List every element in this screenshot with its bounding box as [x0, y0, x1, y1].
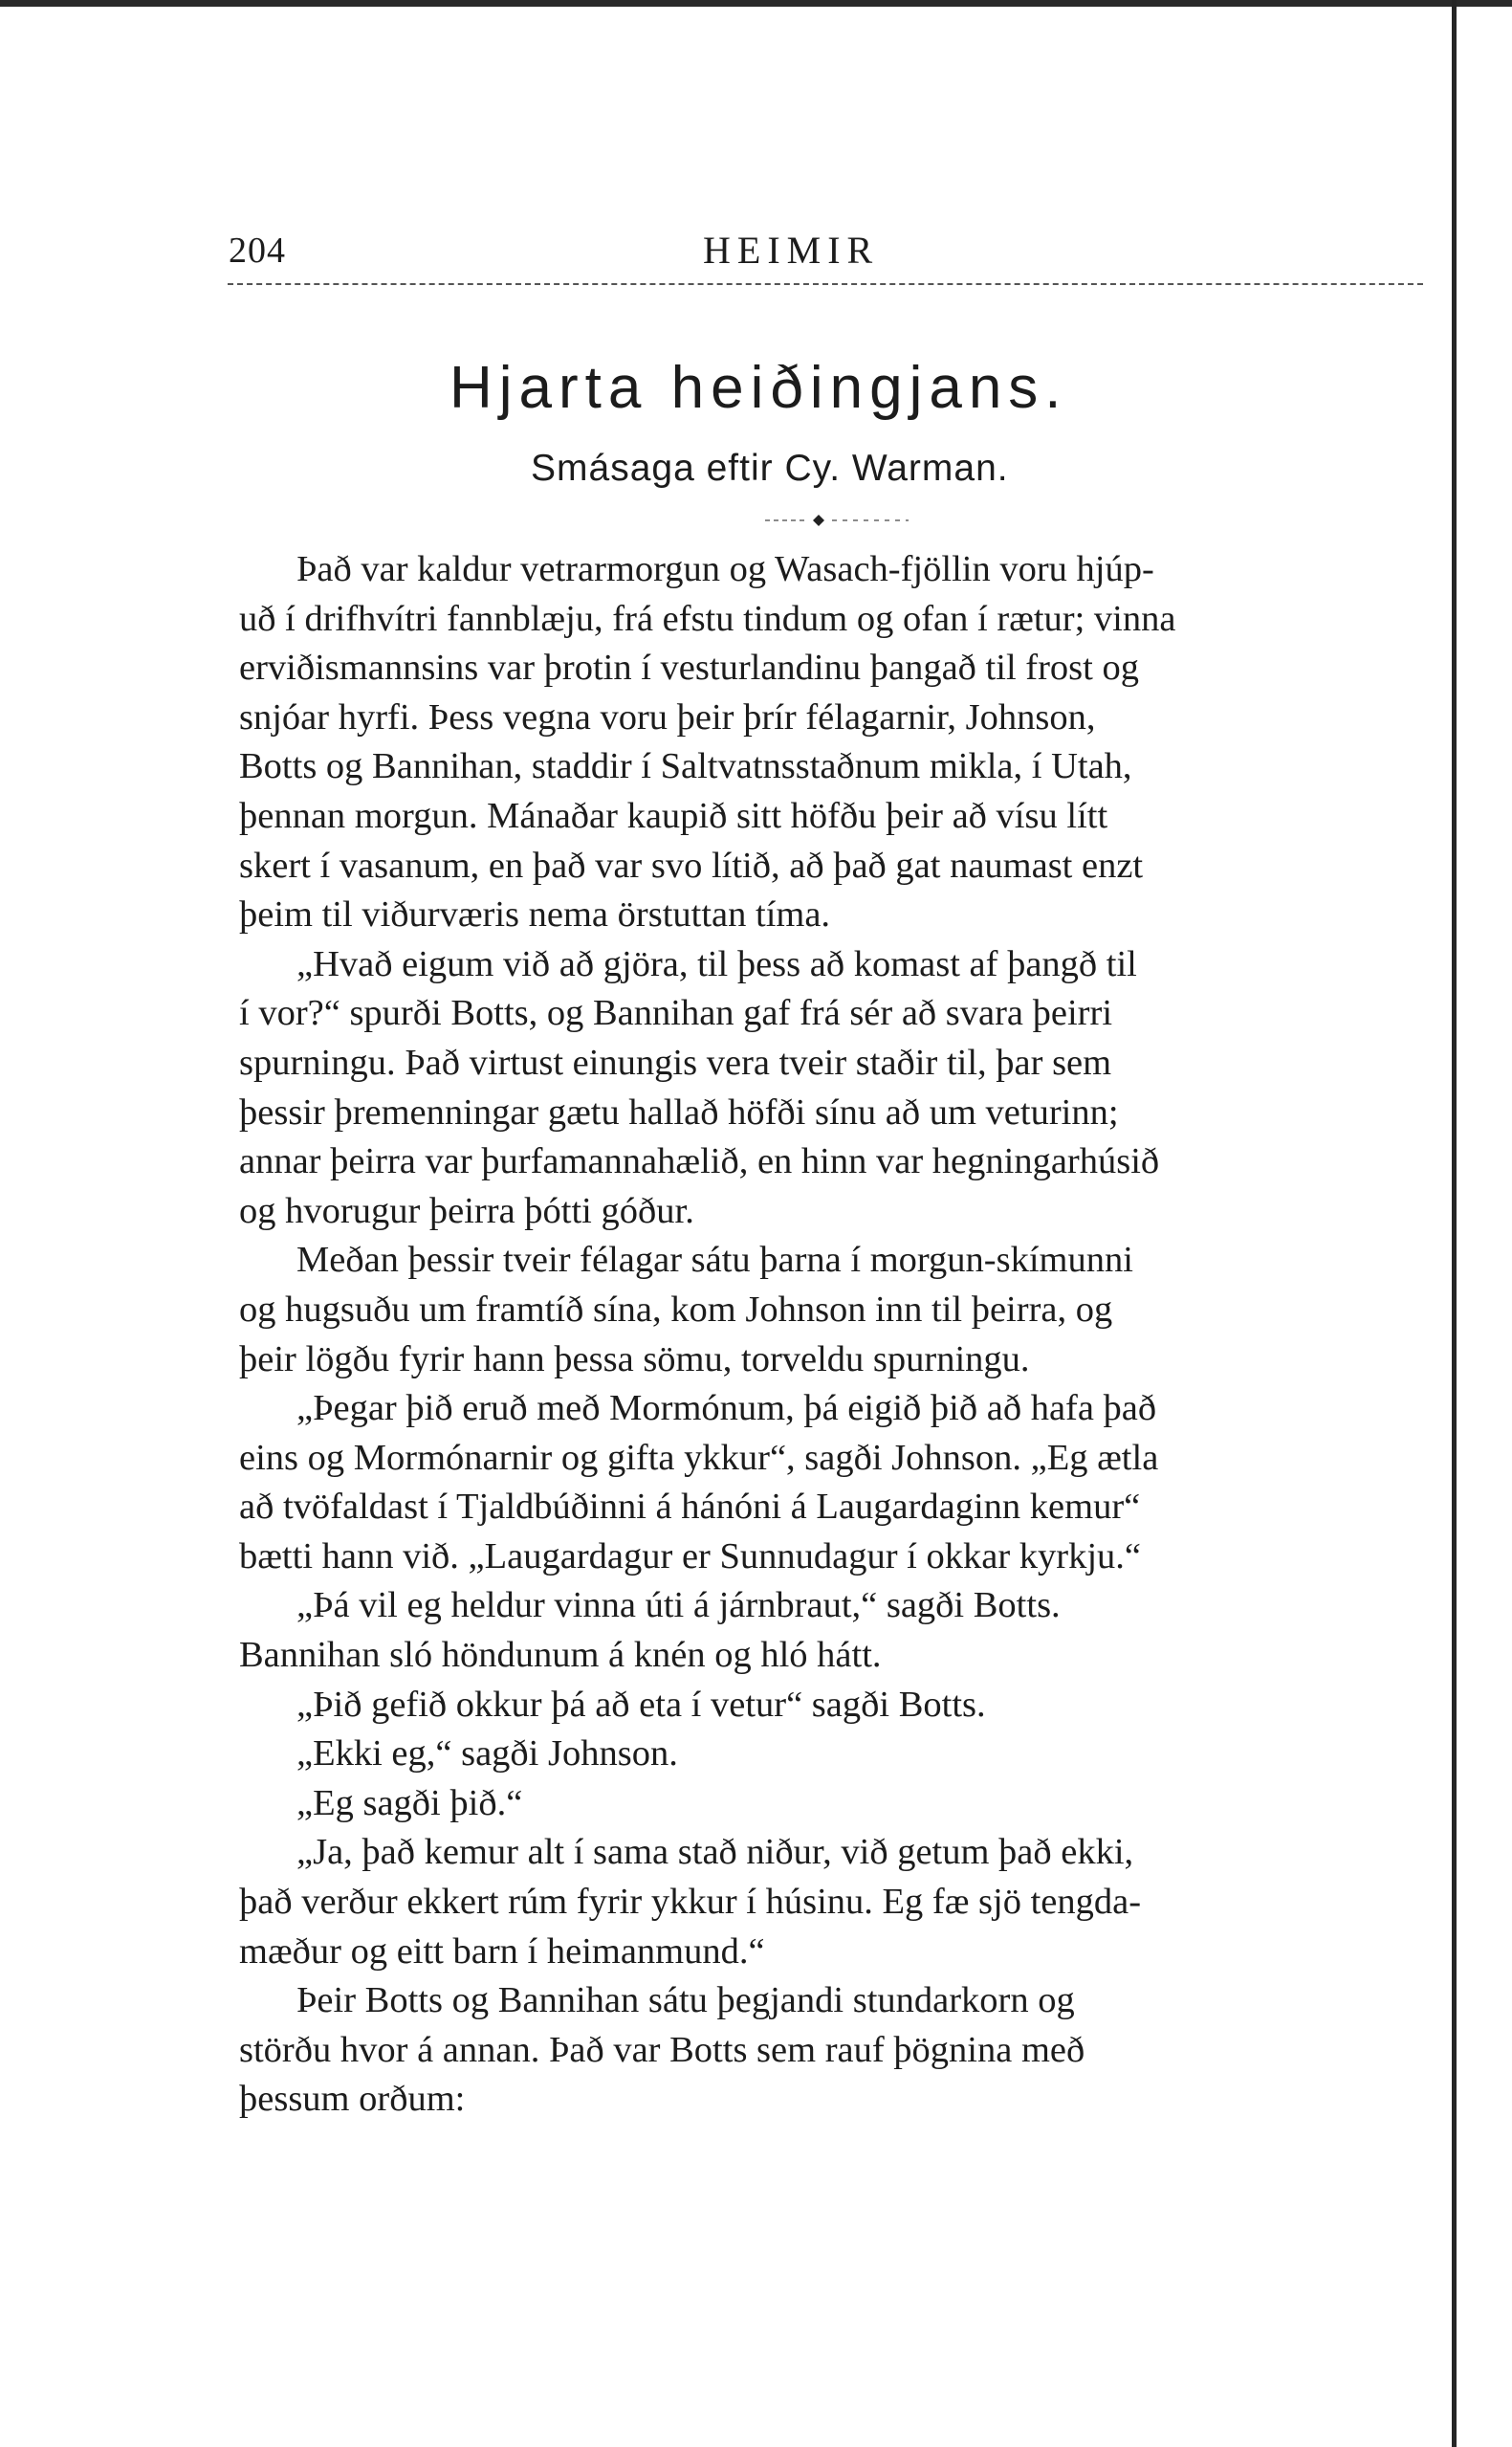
text-line: eins og Mormónarnir og gifta ykkur“, sagði Johnson. „Eg ætla — [239, 1437, 1159, 1478]
story-title: Hjarta heiðingjans. — [449, 355, 1068, 421]
text-line: þessir þremenningar gætu hallað höfði sínu að um veturinn; — [239, 1091, 1119, 1133]
text-line: snjóar hyrfi. Þess vegna voru þeir þrír félagarnir, Johnson, — [239, 696, 1096, 738]
text-line: uð í drifhvítri fannblæju, frá efstu tindum og ofan í rætur; vinna — [239, 598, 1176, 639]
text-line: þeir lögðu fyrir hann þessa sömu, torveldu spurningu. — [239, 1338, 1030, 1379]
text-line: störðu hvor á annan. Það var Botts sem rauf þögnina með — [239, 2029, 1085, 2070]
story-subtitle: Smásaga eftir Cy. Warman. — [531, 448, 1009, 489]
text-line: „Ekki eg,“ sagði Johnson. — [296, 1733, 678, 1775]
text-line: erviðismannsins var þrotin í vesturlandinu þangað til frost og — [239, 648, 1139, 689]
text-line: „Þá vil eg heldur vinna úti á járnbraut,“ sagði Botts. — [296, 1585, 1061, 1626]
text-line: Bannihan sló höndunum á knén og hló hátt. — [239, 1635, 882, 1676]
text-line: og hugsuðu um framtíð sína, kom Johnson inn til þeirra, og — [239, 1289, 1113, 1330]
header-rule — [228, 283, 1423, 285]
page-number: 204 — [229, 231, 286, 271]
text-line: Þeir Botts og Bannihan sátu þegjandi stundarkorn og — [296, 1980, 1075, 2021]
body-text — [239, 545, 1449, 2125]
text-line: Það var kaldur vetrarmorgun og Wasach-fjöllin voru hjúp- — [296, 549, 1154, 589]
text-line: Meðan þessir tveir félagar sátu þarna í morgun-skímunni — [296, 1240, 1133, 1281]
text-line: það verður ekkert rúm fyrir ykkur í húsinu. Eg fæ sjö tengda- — [239, 1882, 1142, 1923]
text-line: „Þegar þið eruð með Mormónum, þá eigið þið að hafa það — [296, 1388, 1157, 1429]
text-line: spurningu. Það virtust einungis vera tveir staðir til, þar sem — [239, 1042, 1112, 1083]
text-line: þennan morgun. Mánaðar kaupið sitt höfðu þeir að vísu lítt — [239, 795, 1108, 836]
text-line: „Þið gefið okkur þá að eta í vetur“ sagði Botts. — [296, 1684, 986, 1725]
text-line: þeim til viðurværis nema örstuttan tíma. — [239, 894, 831, 936]
scan-page-edge — [1452, 0, 1457, 2447]
text-line: „Hvað eigum við að gjöra, til þess að komast af þangð til — [296, 943, 1137, 984]
text-line: „Eg sagði þið.“ — [296, 1782, 523, 1823]
text-line: að tvöfaldast í Tjaldbúðinni á hánóni á Laugardaginn kemur“ — [239, 1487, 1141, 1528]
ornament-divider — [765, 511, 909, 530]
text-line: Botts og Bannihan, staddir í Saltvatnsstaðnum mikla, í Utah, — [239, 746, 1132, 787]
text-line: bætti hann við. „Laugardagur er Sunnudagur í okkar kyrkju.“ — [239, 1535, 1142, 1576]
scan-top-border — [0, 0, 1512, 7]
text-line: skert í vasanum, en það var svo lítið, að það gat naumast enzt — [239, 845, 1144, 886]
text-line: og hvorugur þeirra þótti góður. — [239, 1190, 694, 1231]
running-head: HEIMIR — [703, 229, 880, 272]
text-line: annar þeirra var þurfamannahælið, en hinn var hegningarhúsið — [239, 1141, 1160, 1182]
text-line: þessum orðum: — [239, 2079, 466, 2120]
text-line: mæður og eitt barn í heimanmund.“ — [239, 1930, 765, 1972]
text-line: „Ja, það kemur alt í sama stað niður, við getum það ekki, — [296, 1832, 1134, 1873]
text-line: í vor?“ spurði Botts, og Bannihan gaf frá sér að svara þeirri — [239, 993, 1113, 1034]
